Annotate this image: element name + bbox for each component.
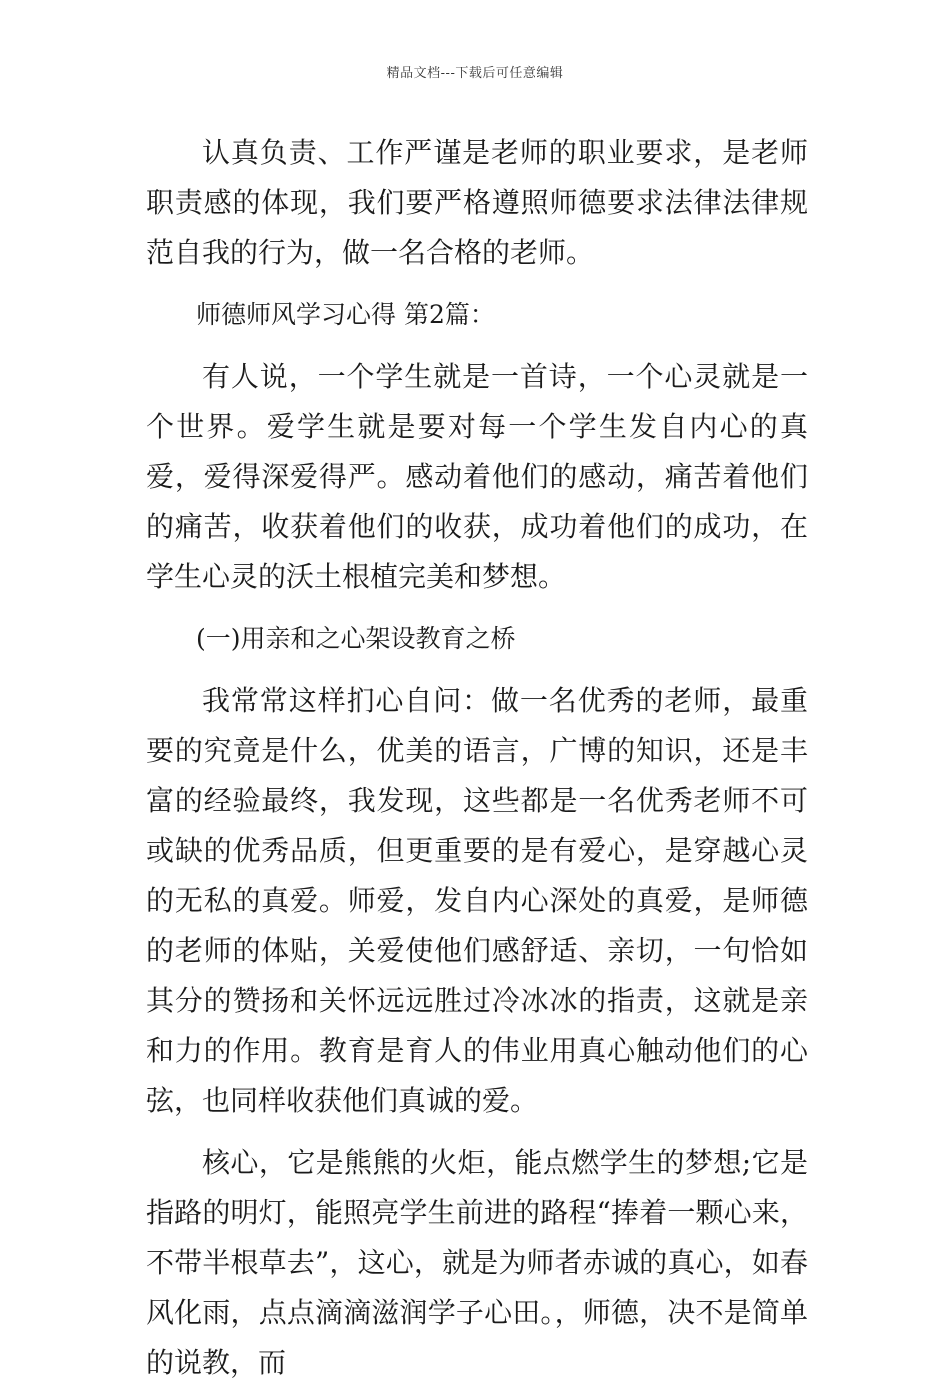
- section-title: 师德师风学习心得 第2篇：: [196, 300, 495, 329]
- paragraph-4: 核心，它是熊熊的火炬，能点燃学生的梦想;它是指路的明灯，能照亮学生前进的路程“捧着一颗心来，不带半根草去”，这心，就是为师者赤诚的真心，如春风化雨，点点滴滴滋润学子心田。，师德，决不是简单的说教，而: [146, 1146, 808, 1379]
- subheading: (一)用亲和之心架设教育之桥: [196, 624, 516, 653]
- document-body: [146, 128, 808, 1388]
- page-header: 精品文档---下载后可任意编辑: [386, 66, 564, 81]
- paragraph-1: 认真负责、工作严谨是老师的职业要求，是老师职责感的体现，我们要严格遵照师德要求法律法律规范自我的行为，做一名合格的老师。: [146, 136, 808, 269]
- paragraph-3: 我常常这样扪心自问：做一名优秀的老师，最重要的究竟是什么，优美的语言，广博的知识，还是丰富的经验最终，我发现，这些都是一名优秀老师不可或缺的优秀品质，但更重要的是有爱心，是穿越心灵的无私的真爱。师爱，发自内心深处的真爱，是师德的老师的体贴，关爱使他们感舒适、亲切，一句恰如其分的赞扬和关怀远远胜过冷冰冰的指责，这就是亲和力的作用。教育是育人的伟业用真心触动他们的心弦，也同样收获他们真诚的爱。: [146, 684, 808, 1117]
- paragraph-2: 有人说，一个学生就是一首诗，一个心灵就是一个世界。爱学生就是要对每一个学生发自内心的真爱，爱得深爱得严。感动着他们的感动，痛苦着他们的痛苦，收获着他们的收获，成功着他们的成功，在学生心灵的沃土根植完美和梦想。: [146, 360, 808, 593]
